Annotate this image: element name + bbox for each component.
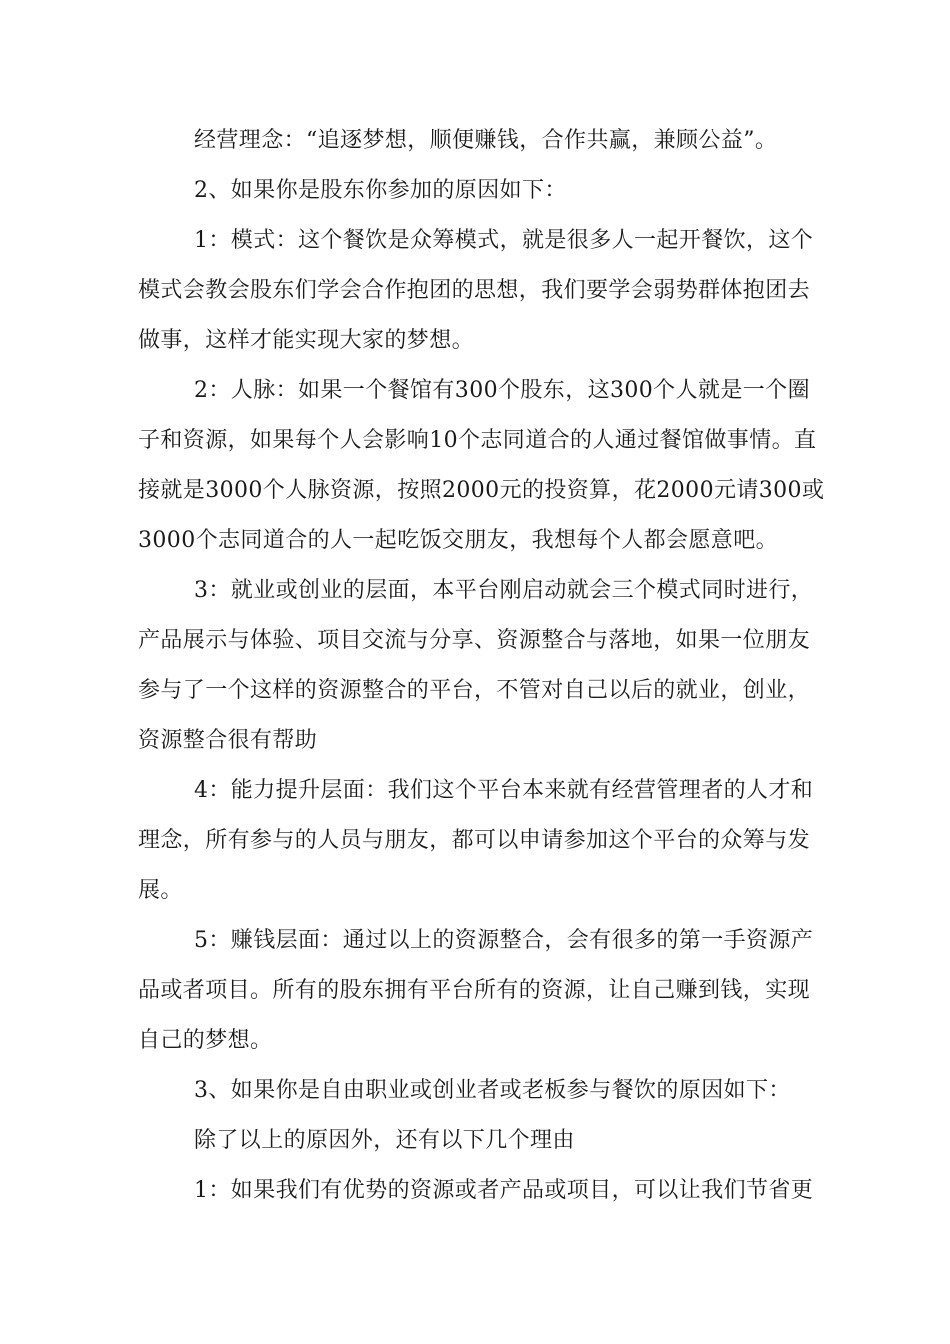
text-line: 3000个志同道合的人一起吃饭交朋友，我想每个人都会愿意吧。: [138, 528, 778, 553]
text-line: 做事，这样才能实现大家的梦想。: [138, 328, 475, 353]
text-line: 产品展示与体验、项目交流与分享、资源整合与落地，如果一位朋友: [138, 628, 811, 653]
text-line: 4：能力提升层面：我们这个平台本来就有经营管理者的人才和: [194, 778, 814, 803]
text-line: 子和资源，如果每个人会影响10个志同道合的人通过餐馆做事情。直: [138, 428, 817, 453]
text-line: 2、如果你是股东你参加的原因如下：: [194, 178, 567, 203]
text-line: 经营理念：“追逐梦想，顺便赚钱，合作共赢，兼顾公益”。: [194, 128, 778, 153]
text-line: 自己的梦想。: [138, 1028, 273, 1053]
text-line: 资源整合很有帮助: [138, 728, 318, 753]
text-line: 3：就业或创业的层面，本平台刚启动就会三个模式同时进行，: [194, 578, 814, 603]
text-line: 3、如果你是自由职业或创业者或老板参与餐饮的原因如下：: [194, 1078, 791, 1103]
text-line: 接就是3000个人脉资源，按照2000元的投资算，花2000元请300或: [138, 478, 825, 503]
text-line: 模式会教会股东们学会合作抱团的思想，我们要学会弱势群体抱团去: [138, 278, 811, 303]
text-line: 5：赚钱层面：通过以上的资源整合，会有很多的第一手资源产: [194, 928, 814, 953]
text-line: 品或者项目。所有的股东拥有平台所有的资源，让自己赚到钱，实现: [138, 978, 811, 1003]
text-line: 展。: [138, 878, 183, 903]
text-line: 1：如果我们有优势的资源或者产品或项目，可以让我们节省更: [194, 1178, 814, 1203]
text-line: 理念，所有参与的人员与朋友，都可以申请参加这个平台的众筹与发: [138, 828, 811, 853]
text-line: 参与了一个这样的资源整合的平台，不管对自己以后的就业，创业，: [138, 678, 811, 703]
text-line: 1：模式：这个餐饮是众筹模式，就是很多人一起开餐饮，这个: [194, 228, 814, 253]
text-line: 除了以上的原因外，还有以下几个理由: [194, 1128, 575, 1153]
text-line: 2：人脉：如果一个餐馆有300个股东，这300个人就是一个圈: [194, 378, 810, 403]
